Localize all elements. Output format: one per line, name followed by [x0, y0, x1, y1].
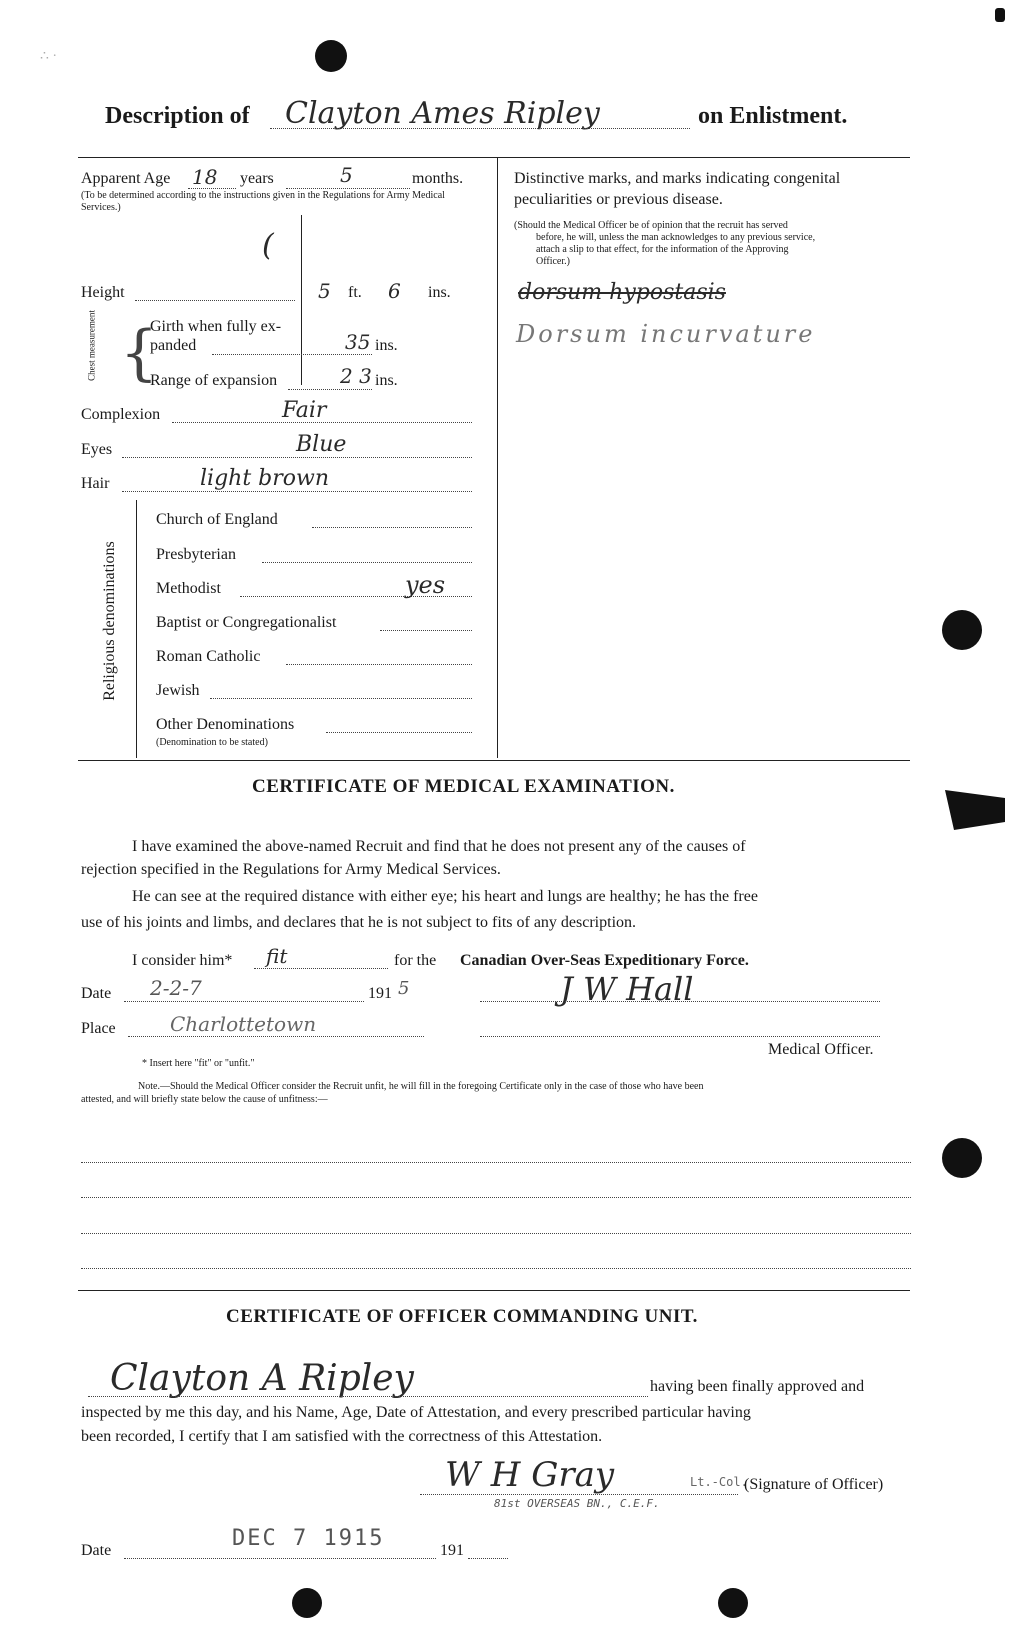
marks-note-1: (Should the Medical Officer be of opinion that the recruit has served — [514, 220, 788, 231]
commanding-date-label: Date — [81, 1542, 112, 1559]
insert-note: * Insert here "fit" or "unfit." — [142, 1058, 255, 1069]
months-label: months. — [412, 170, 464, 187]
eyes-line — [122, 457, 472, 458]
commanding-unit-stamp: 81st OVERSEAS BN., C.E.F. — [494, 1497, 660, 1510]
years-label: years — [240, 170, 274, 187]
religion-line-2 — [262, 562, 472, 563]
hair-value: light brown — [200, 466, 330, 491]
section-rule — [78, 760, 910, 761]
religion-item-label: Presbyterian — [156, 546, 236, 563]
force-name: Canadian Over-Seas Expeditionary Force. — [460, 952, 749, 969]
ins-label: ins. — [428, 284, 451, 301]
range-line — [288, 389, 372, 390]
marks-note-2: before, he will, unless the man acknowledges to any previous service, — [536, 232, 816, 243]
consider-prefix: I consider him* — [132, 952, 233, 969]
height-mark: ( — [262, 228, 274, 263]
paper-tab — [945, 790, 1005, 830]
punch-hole-bottom-left — [292, 1588, 322, 1618]
medical-note-line1: Note.—Should the Medical Officer consider the Recruit unfit, he will fill in the foregoing Certificate only in the case of those who have been — [138, 1081, 704, 1092]
religion-item-label: Roman Catholic — [156, 648, 261, 665]
commanding-year-line — [468, 1558, 508, 1559]
range-ins-label: ins. — [375, 372, 398, 389]
denomination-note: (Denomination to be stated) — [156, 737, 268, 748]
title-prefix: Description of — [105, 103, 250, 129]
eyes-value: Blue — [296, 432, 347, 457]
corner-scribble: ∴ · — [40, 49, 58, 64]
chest-side-label: Chest measurement — [86, 310, 97, 381]
religion-bracket — [136, 500, 137, 758]
medical-date-value: 2-2-7 — [150, 976, 202, 1000]
height-label: Height — [81, 284, 125, 301]
height-line — [135, 300, 295, 301]
punch-hole-bottom-right — [718, 1588, 748, 1618]
medical-para1-line2: rejection specified in the Regulations for Army Medical Services. — [81, 861, 501, 878]
girth-ins-label: ins. — [375, 337, 398, 354]
medical-place-line — [128, 1036, 424, 1037]
unfit-line-4 — [81, 1268, 911, 1269]
medical-place-label: Place — [81, 1020, 116, 1037]
punch-hole-top — [315, 40, 347, 72]
medical-para2-line1: He can see at the required distance with either eye; his heart and lungs are healthy; he has the free — [132, 888, 758, 905]
chest-brace: { — [120, 318, 159, 388]
recruit-name: Clayton Ames Ripley — [285, 96, 600, 131]
commanding-name-line — [88, 1396, 648, 1397]
commanding-line3: been recorded, I certify that I am satisfied with the correctness of this Attestation. — [81, 1428, 603, 1445]
medical-note-line2: attested, and will briefly state below the cause of unfitness:— — [81, 1094, 328, 1105]
marks-note-4: Officer.) — [536, 256, 570, 267]
title-suffix: on Enlistment. — [698, 103, 848, 129]
religion-item-label: Other Denominations — [156, 716, 295, 733]
medical-title: CERTIFICATE OF MEDICAL EXAMINATION. — [252, 776, 675, 797]
religion-item-label: Jewish — [156, 682, 200, 699]
religion-line-5 — [286, 664, 472, 665]
signature-line — [480, 1001, 880, 1002]
height-ft-value: 5 — [318, 279, 331, 303]
commanding-title: CERTIFICATE OF OFFICER COMMANDING UNIT. — [226, 1306, 698, 1327]
height-ins-value: 6 — [388, 279, 401, 303]
unfit-line-3 — [81, 1233, 911, 1234]
commanding-sig-line — [420, 1494, 738, 1495]
medical-date-line — [124, 1001, 364, 1002]
unfit-line-1 — [81, 1162, 911, 1163]
medical-para2-line2: use of his joints and limbs, and declares that he is not subject to fits of any description. — [81, 914, 637, 931]
girth-label-2: panded — [150, 337, 197, 354]
medical-para1-line1: I have examined the above-named Recruit and find that he does not present any of the causes of — [132, 838, 746, 855]
hair-label: Hair — [81, 475, 110, 492]
top-rule — [78, 157, 910, 158]
unfit-line-2 — [81, 1197, 911, 1198]
consider-value: fit — [266, 944, 288, 968]
age-months-value: 5 — [340, 163, 353, 187]
commanding-sig-label: (Signature of Officer) — [744, 1476, 884, 1493]
religion-line-7 — [326, 732, 472, 733]
commanding-year-prefix: 191 — [440, 1542, 464, 1559]
commanding-date-stamp: DEC 7 1915 — [232, 1526, 385, 1551]
marks-note-3: attach a slip to that effect, for the information of the Approving — [536, 244, 789, 255]
bottom-section-rule — [78, 1290, 910, 1291]
commanding-line1-suffix: having been finally approved and — [650, 1378, 865, 1395]
consider-line — [254, 968, 388, 969]
marks-entry-2: Dorsum incurvature — [516, 320, 816, 348]
religion-line-1 — [312, 527, 472, 528]
ft-label: ft. — [348, 284, 362, 301]
medical-officer-label: Medical Officer. — [768, 1041, 874, 1058]
medical-year-prefix: 191 — [368, 985, 392, 1002]
punch-hole-right-1 — [942, 610, 982, 650]
commanding-officer-signature: W H Gray — [445, 1455, 615, 1495]
eyes-label: Eyes — [81, 441, 113, 458]
complexion-label: Complexion — [81, 406, 161, 423]
medical-place-value: Charlottetown — [170, 1012, 317, 1036]
age-note: (To be determined according to the instructions given in the Regulations for Army Medical Services.) — [81, 190, 445, 213]
medical-year-value: 5 — [398, 978, 410, 999]
religion-item-label: Church of England — [156, 511, 278, 528]
complexion-value: Fair — [282, 398, 327, 423]
girth-label-1: Girth when fully ex- — [150, 318, 282, 335]
officer-line — [480, 1036, 880, 1037]
religion-side-label: Religious denominations — [101, 541, 118, 701]
bracket-stroke — [301, 215, 302, 385]
religion-line-4 — [380, 630, 472, 631]
commanding-line2: inspected by me this day, and his Name, Age, Date of Attestation, and every prescribed particular having — [81, 1404, 751, 1421]
punch-hole-top-right — [995, 8, 1005, 22]
range-label: Range of expansion — [150, 372, 278, 389]
age-label: Apparent Age — [81, 170, 171, 187]
commanding-rank: Lt.-Col. — [690, 1475, 748, 1489]
religion-item-label: Baptist or Congregationalist — [156, 614, 337, 631]
marks-heading-2: peculiarities or previous disease. — [514, 191, 723, 208]
medical-officer-signature: J W Hall — [560, 970, 694, 1008]
age-months-line — [286, 188, 410, 189]
title-name-line — [270, 128, 690, 129]
age-years-line — [188, 188, 236, 189]
consider-suffix: for the — [394, 952, 437, 969]
religion-line-6 — [210, 698, 472, 699]
girth-line — [212, 354, 372, 355]
marks-entry-1: dorsum hypostasis — [518, 280, 726, 305]
commanding-name-value: Clayton A Ripley — [110, 1358, 414, 1399]
punch-hole-right-2 — [942, 1138, 982, 1178]
center-divider — [497, 158, 498, 758]
religion-methodist-value: yes — [405, 571, 446, 599]
girth-value: 35 — [345, 330, 371, 354]
commanding-date-line — [124, 1558, 436, 1559]
religion-item-label: Methodist — [156, 580, 221, 597]
marks-heading-1: Distinctive marks, and marks indicating congenital — [514, 170, 841, 187]
age-years-value: 18 — [192, 165, 218, 189]
range-value: 2 3 — [340, 364, 372, 388]
hair-line — [122, 491, 472, 492]
medical-date-label: Date — [81, 985, 112, 1002]
